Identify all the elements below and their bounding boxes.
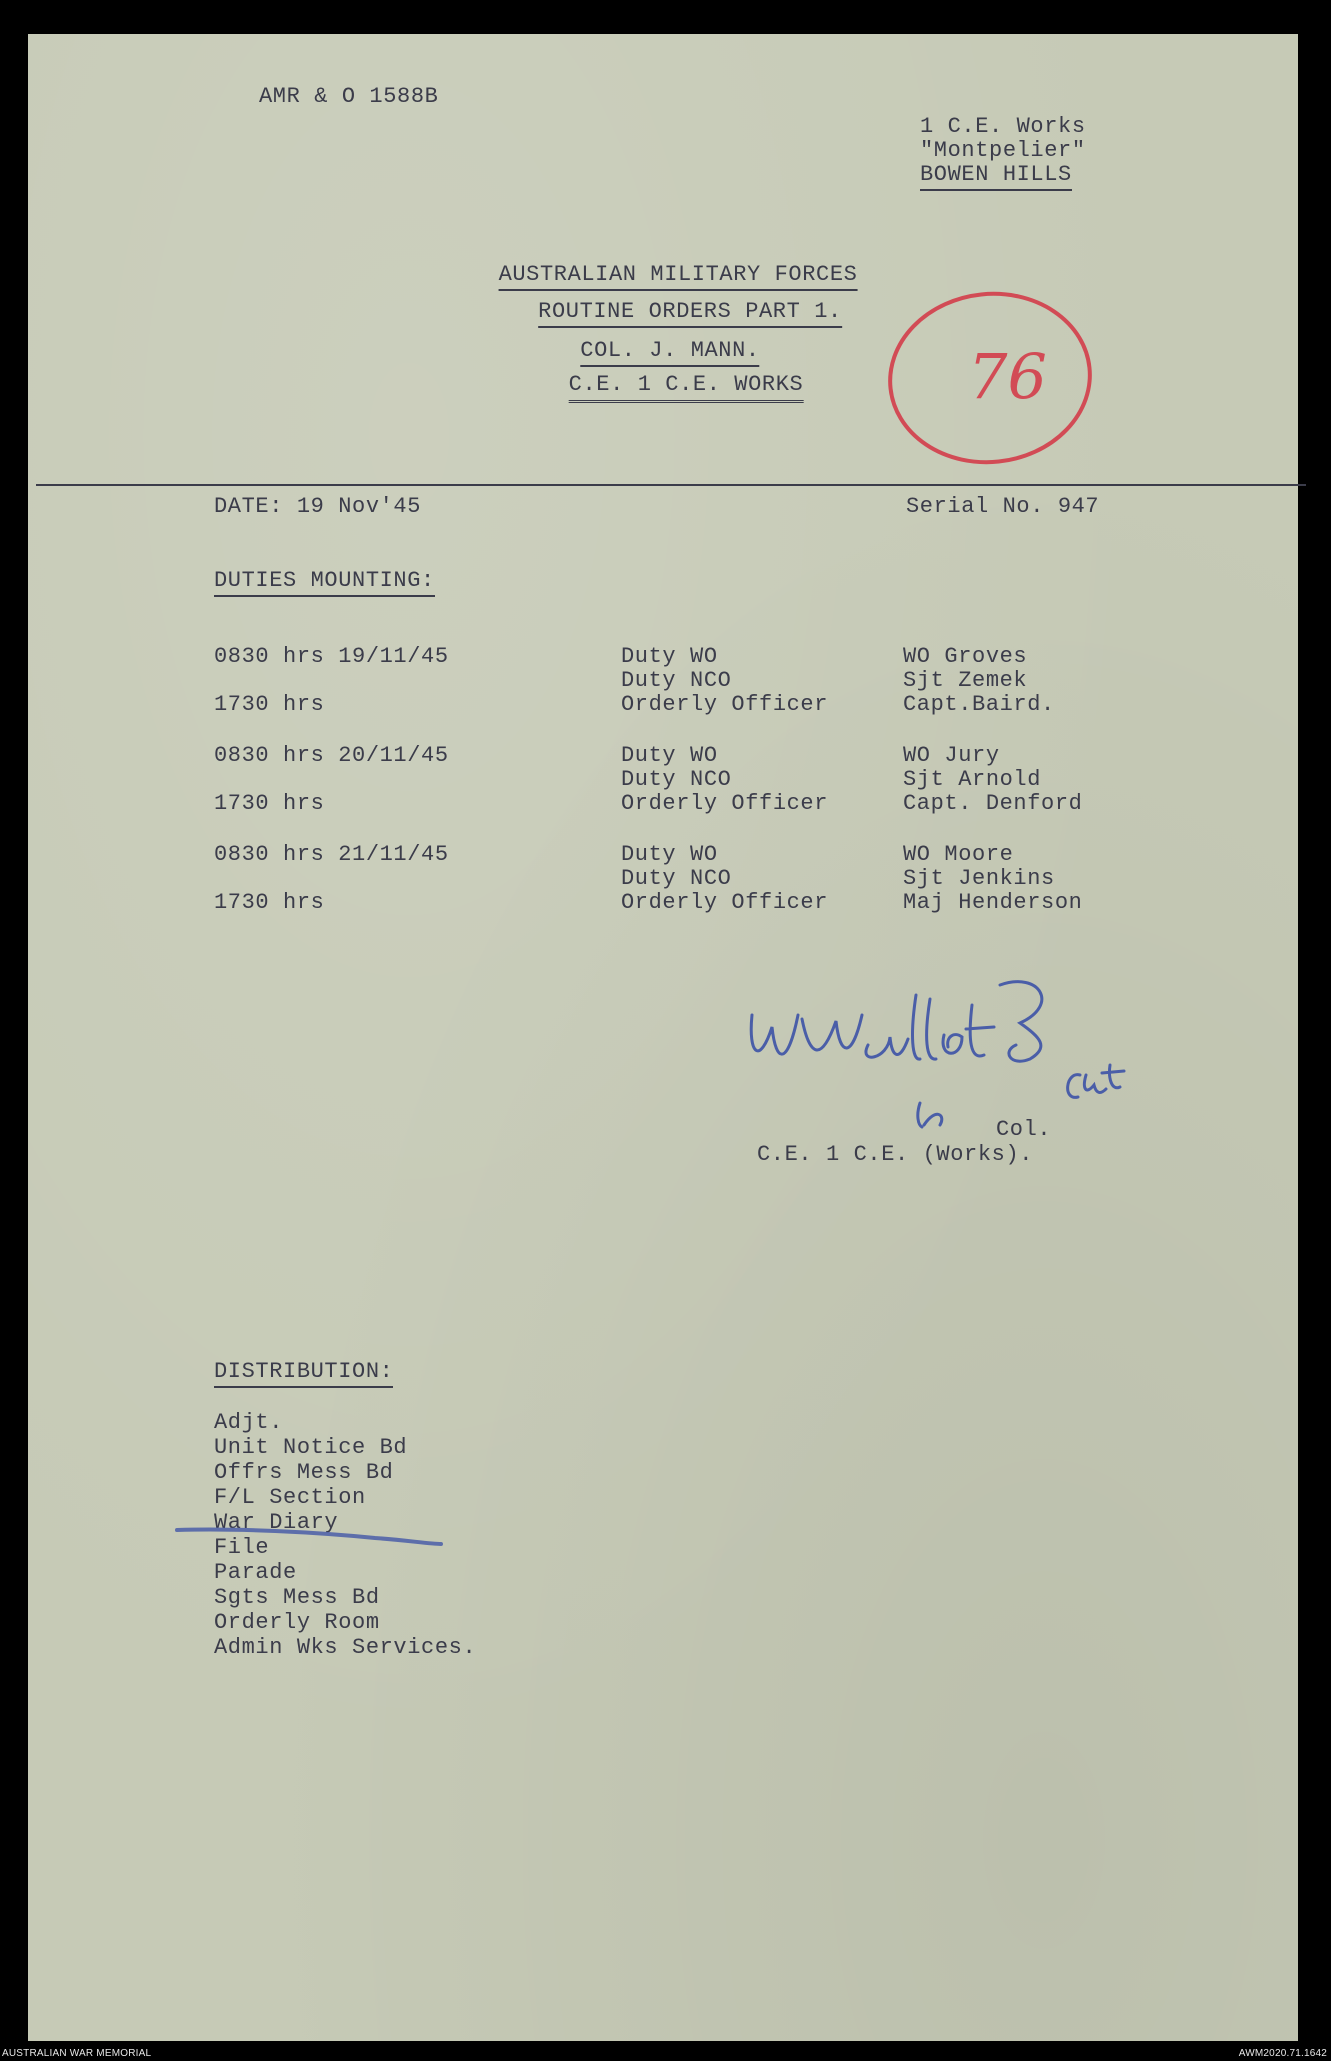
address-line-2: "Montpelier" <box>920 138 1086 163</box>
duties-heading: DUTIES MOUNTING: <box>214 568 435 597</box>
distribution-item: Admin Wks Services. <box>214 1635 477 1660</box>
duty-role: Duty WO <box>621 644 718 669</box>
title-line-2: ROUTINE ORDERS PART 1. <box>538 299 842 328</box>
handwritten-signature <box>740 975 1180 1150</box>
duty-name: Capt.Baird. <box>903 692 1055 717</box>
distribution-item: Adjt. <box>214 1410 284 1435</box>
distribution-item: Sgts Mess Bd <box>214 1585 380 1610</box>
distribution-item: Unit Notice Bd <box>214 1435 408 1460</box>
duty-end: 1730 hrs <box>214 692 325 717</box>
duty-name: Maj Henderson <box>903 890 1083 915</box>
duty-name: Sjt Jenkins <box>903 866 1055 891</box>
distribution-heading: DISTRIBUTION: <box>214 1359 393 1388</box>
ink-strike-mark <box>175 1520 445 1550</box>
duty-name: Sjt Arnold <box>903 767 1042 792</box>
duty-role: Duty WO <box>621 842 718 867</box>
duty-role: Duty NCO <box>621 866 732 891</box>
duty-role: Orderly Officer <box>621 692 829 717</box>
footer-accession-number: AWM2020.71.1642 <box>1238 2048 1327 2059</box>
duty-name: WO Jury <box>903 743 1000 768</box>
distribution-item: File <box>214 1535 270 1560</box>
distribution-item: F/L Section <box>214 1485 366 1510</box>
duty-start: 0830 hrs 19/11/45 <box>214 644 449 669</box>
serial-number: Serial No. 947 <box>906 494 1100 519</box>
duty-name: WO Groves <box>903 644 1028 669</box>
distribution-item: War Diary <box>214 1510 339 1535</box>
duty-role: Orderly Officer <box>621 791 829 816</box>
signatory-rank: Col. <box>996 1117 1052 1142</box>
folio-circle-mark <box>882 286 1100 474</box>
folio-number: 76 <box>968 340 1047 413</box>
distribution-item: Offrs Mess Bd <box>214 1460 394 1485</box>
duty-name: Sjt Zemek <box>903 668 1028 693</box>
duty-name: Capt. Denford <box>903 791 1083 816</box>
distribution-item: Orderly Room <box>214 1610 380 1635</box>
horizontal-rule <box>36 484 1306 486</box>
duty-name: WO Moore <box>903 842 1014 867</box>
address-line-1: 1 C.E. Works <box>920 114 1086 139</box>
date: DATE: 19 Nov'45 <box>214 494 422 519</box>
duty-role: Duty NCO <box>621 668 732 693</box>
reference-number: AMR & O 1588B <box>259 84 439 109</box>
signatory-position: C.E. 1 C.E. (Works). <box>757 1142 1034 1167</box>
duty-role: Duty WO <box>621 743 718 768</box>
duty-end: 1730 hrs <box>214 791 325 816</box>
duty-start: 0830 hrs 20/11/45 <box>214 743 449 768</box>
distribution-item: Parade <box>214 1560 297 1585</box>
address-line-3: BOWEN HILLS <box>920 162 1072 191</box>
duty-role: Orderly Officer <box>621 890 829 915</box>
title-line-3: COL. J. MANN. <box>580 338 759 367</box>
title-line-4: C.E. 1 C.E. WORKS <box>569 372 804 403</box>
footer-archive-name: AUSTRALIAN WAR MEMORIAL <box>2 2048 152 2059</box>
duty-role: Duty NCO <box>621 767 732 792</box>
duty-start: 0830 hrs 21/11/45 <box>214 842 449 867</box>
duty-end: 1730 hrs <box>214 890 325 915</box>
title-line-1: AUSTRALIAN MILITARY FORCES <box>499 262 858 291</box>
